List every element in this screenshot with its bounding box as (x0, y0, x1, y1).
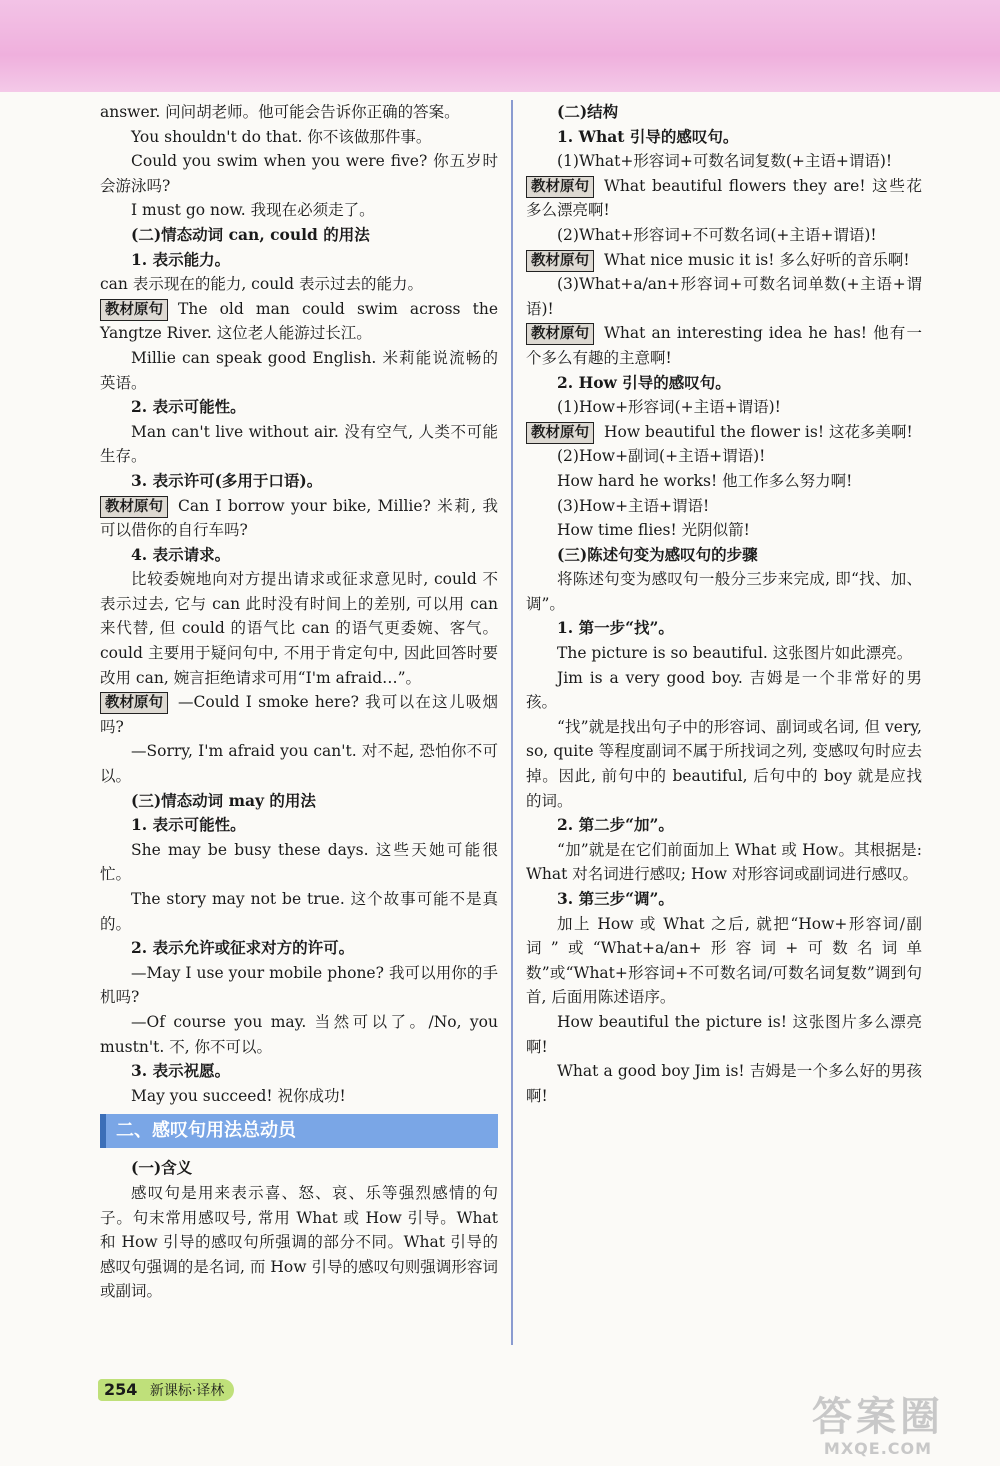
example-text: What nice music it is! 多么好听的音乐啊! (604, 250, 910, 269)
textbook-sentence-tag: 教材原句 (526, 176, 594, 198)
textbook-sentence-tag: 教材原句 (526, 422, 594, 444)
subheading: 1. What 引导的感叹句。 (557, 126, 739, 146)
subheading: 1. 表示可能性。 (131, 815, 246, 835)
paragraph: The picture is so beautiful. 这张图片如此漂亮。 (557, 644, 913, 663)
subheading: 2. 表示允许或征求对方的许可。 (131, 938, 355, 958)
page-number: 254 (104, 1380, 138, 1399)
paragraph: 将陈述句变为感叹句一般分三步来完成, 即“找、加、调”。 (526, 570, 922, 613)
paragraph: 比较委婉地向对方提出请求或征求意见时, could 不表示过去, 它与 can 此时没有时间上的差别, 可以用 can 来代替, 但 could 的语气比 can 的语气更委婉、客气。could 主要用于疑问句中, 不用于肯定句中, 因此回答时要改用 can, 婉言拒绝请求可用“I'm afraid…”。 (100, 570, 498, 687)
book-label: 新课标·译林 (149, 1383, 225, 1399)
textbook-sentence-tag: 教材原句 (526, 323, 594, 345)
example-text: How beautiful the flower is! 这花多美啊! (604, 422, 913, 441)
subheading: 1. 表示能力。 (131, 249, 231, 269)
watermark-logo: 答案圈 (812, 1394, 944, 1440)
paragraph: You shouldn't do that. 你不该做那件事。 (131, 127, 432, 146)
example-text: Can I borrow your bike, Millie? 米莉, 我可以借你的自行车吗? (100, 496, 498, 540)
subheading: (二)结构 (557, 102, 619, 121)
paragraph: Could you swim when you were five? 你五岁时会游泳吗? (100, 152, 498, 195)
paragraph: —Sorry, I'm afraid you can't. 对不起, 恐怕你不可以。 (100, 742, 498, 786)
right-column (526, 100, 922, 1108)
watermark (812, 1395, 944, 1458)
textbook-example (526, 420, 922, 445)
textbook-example (100, 297, 498, 346)
subheading: 2. How 引导的感叹句。 (557, 372, 731, 392)
subheading: 3. 表示祝愿。 (131, 1061, 231, 1081)
textbook-example (100, 494, 498, 543)
example-text: The old man could swim across the Yangtze River. 这位老人能游过长江。 (100, 299, 498, 343)
paragraph: can 表示现在的能力, could 表示过去的能力。 (100, 275, 423, 294)
subheading: (三)陈述句变为感叹句的步骤 (557, 544, 758, 564)
page-footer (98, 1379, 234, 1401)
paragraph: How beautiful the picture is! 这张图片多么漂亮啊! (526, 1012, 922, 1056)
paragraph: How time flies! 光阴似箭! (557, 521, 750, 540)
subheading: 1. 第一步“找”。 (557, 618, 674, 638)
header-band (0, 0, 1000, 92)
paragraph: (2)How+副词(+主语+谓语)! (557, 447, 766, 466)
subheading: 4. 表示请求。 (131, 544, 231, 564)
paragraph: I must go now. 我现在必须走了。 (131, 201, 375, 220)
paragraph: —Of course you may. 当然可以了。/No, you mustn't. 不, 你不可以。 (100, 1012, 498, 1056)
subheading: 2. 第二步“加”。 (557, 815, 674, 835)
example-text: What an interesting idea he has! 他有一个多么有趣的主意啊! (526, 324, 922, 367)
column-divider (511, 100, 513, 1345)
textbook-example (526, 321, 922, 370)
paragraph: How hard he works! 他工作多么努力啊! (557, 471, 853, 490)
subheading: 3. 表示许可(多用于口语)。 (131, 470, 323, 490)
subheading: (三)情态动词 may 的用法 (131, 790, 316, 810)
example-text: —Could I smoke here? 我可以在这儿吸烟吗? (100, 693, 498, 736)
paragraph: May you succeed! 祝你成功! (131, 1086, 346, 1105)
paragraph: (3)How+主语+谓语! (557, 496, 710, 515)
section-heading: 二、感叹句用法总动员 (100, 1114, 498, 1148)
left-column (100, 100, 498, 1304)
paragraph: (2)What+形容词+不可数名词(+主语+谓语)! (557, 225, 877, 244)
watermark-site: MXQE.COM (823, 1439, 933, 1458)
paragraph: “找”就是找出句子中的形容词、副词或名词, 但 very, so, quite 等程度副词不属于所找词之列, 变感叹句时应去掉。因此, 前句中的 beautiful, 后句中的 boy 就是应找的词。 (526, 717, 922, 810)
paragraph: 感叹句是用来表示喜、怒、哀、乐等强烈感情的句子。句末常用感叹号, 常用 What 或 How 引导。What 和 How 引导的感叹句所强调的部分不同。What 引导的感叹句强调的是名词, 而 How 引导的感叹句则强调形容词或副词。 (100, 1183, 498, 1301)
paragraph: (1)What+形容词+可数名词复数(+主语+谓语)! (557, 152, 893, 171)
paragraph: 加上 How 或 What 之后, 就把“How+形容词/副词”或“What+a/an+形容词+可数名词单数”或“What+形容词+不可数名词/可数名词复数”调到句首, 后面用陈述语序。 (526, 914, 922, 1007)
textbook-example (526, 174, 922, 223)
textbook-example (526, 248, 922, 273)
paragraph: Jim is a very good boy. 吉姆是一个非常好的男孩。 (526, 668, 922, 712)
paragraph: —May I use your mobile phone? 我可以用你的手机吗? (100, 963, 498, 1007)
textbook-sentence-tag: 教材原句 (100, 496, 168, 518)
textbook-sentence-tag: 教材原句 (100, 692, 168, 714)
paragraph: “加”就是在它们前面加上 What 或 How。其根据是: What 对名词进行感叹; How 对形容词或副词进行感叹。 (526, 840, 922, 884)
paragraph: She may be busy these days. 这些天她可能很忙。 (100, 840, 498, 884)
textbook-example (100, 690, 498, 739)
paragraph: Millie can speak good English. 米莉能说流畅的英语。 (100, 348, 498, 392)
paragraph: (3)What+a/an+形容词+可数名词单数(+主语+谓语)! (526, 275, 922, 318)
textbook-sentence-tag: 教材原句 (526, 250, 594, 272)
subheading: 3. 第三步“调”。 (557, 889, 674, 908)
paragraph: (1)How+形容词(+主语+谓语)! (557, 398, 781, 417)
paragraph: What a good boy Jim is! 吉姆是一个多么好的男孩啊! (526, 1062, 922, 1105)
paragraph: The story may not be true. 这个故事可能不是真的。 (100, 890, 498, 933)
paragraph: Man can't live without air. 没有空气, 人类不可能生存。 (100, 422, 498, 466)
paragraph: answer. 问问胡老师。他可能会告诉你正确的答案。 (100, 103, 460, 121)
subheading: (二)情态动词 can, could 的用法 (131, 224, 370, 244)
subheading: 2. 表示可能性。 (131, 397, 246, 417)
subheading: (一)含义 (131, 1158, 193, 1178)
textbook-sentence-tag: 教材原句 (100, 299, 168, 321)
example-text: What beautiful flowers they are! 这些花多么漂亮啊! (526, 176, 922, 220)
